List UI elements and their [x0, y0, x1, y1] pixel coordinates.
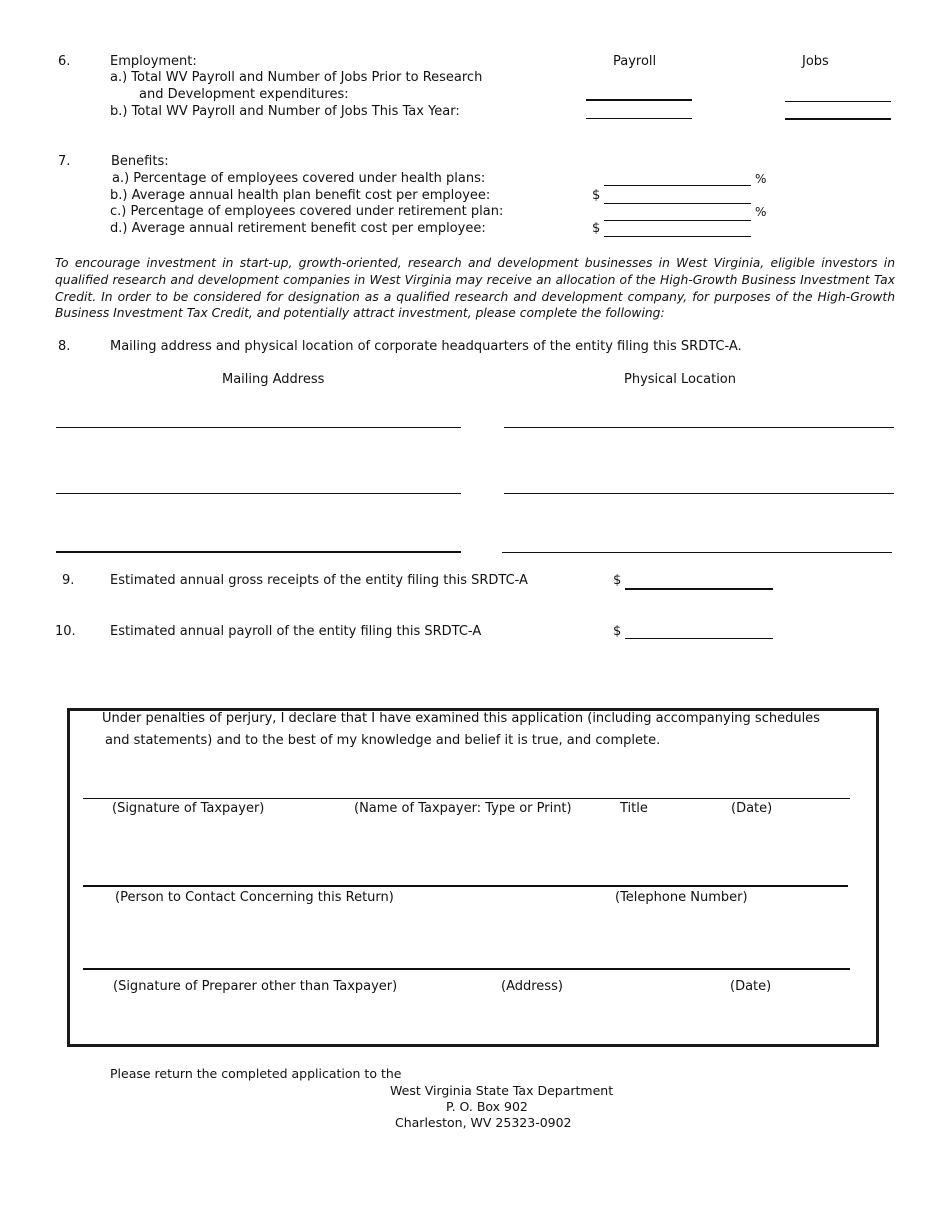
date-label: (Date) — [730, 979, 772, 994]
contact-person-line[interactable] — [83, 885, 848, 887]
jobs-column-header: Jobs — [802, 54, 829, 69]
section-7-title: Benefits: — [111, 154, 169, 169]
section-8-number: 8. — [58, 339, 71, 354]
section-9-text: Estimated annual gross receipts of the entity filing this SRDTC-A — [110, 573, 528, 588]
retirement-plan-percent-field[interactable] — [604, 220, 751, 221]
telephone-number-label: (Telephone Number) — [615, 890, 748, 905]
payroll-prior-field[interactable] — [586, 99, 692, 101]
physical-location-line-1[interactable] — [504, 427, 894, 428]
mailing-address-line-3[interactable] — [56, 551, 461, 553]
city-state-zip: Charleston, WV 25323-0902 — [395, 1115, 572, 1130]
section-6a-label-cont: and Development expenditures: — [139, 87, 349, 102]
physical-location-header: Physical Location — [624, 372, 736, 387]
gross-receipts-field[interactable] — [625, 588, 773, 590]
payroll-current-field[interactable] — [586, 118, 692, 119]
mailing-address-header: Mailing Address — [222, 372, 325, 387]
name-of-taxpayer-label: (Name of Taxpayer: Type or Print) — [354, 801, 572, 816]
preparer-signature-line[interactable] — [83, 968, 850, 970]
declaration-box — [67, 708, 879, 1047]
health-plan-cost-field[interactable] — [604, 203, 751, 204]
section-7c-label: c.) Percentage of employees covered under retirement plan: — [110, 204, 504, 219]
intro-paragraph: To encourage investment in start-up, growth-oriented, research and development businesses in West Virginia, eligible investors in qualified research and development companies in West Virginia may receive an allocation of the High-Growth Business Investment Tax Credit. In order to be considered for designation as a qualified research and development company, for purposes of the High-Growth Business Investment Tax Credit, and potentially attract investment, please complete the following: — [55, 256, 895, 321]
section-6-title: Employment: — [110, 54, 197, 69]
annual-payroll-field[interactable] — [625, 638, 773, 639]
address-label: (Address) — [501, 979, 563, 994]
contact-person-label: (Person to Contact Concerning this Return) — [115, 890, 394, 905]
dollar-sign: $ — [592, 221, 601, 236]
percent-sign: % — [755, 172, 767, 186]
section-7d-label: d.) Average annual retirement benefit cost per employee: — [110, 221, 486, 236]
section-7a-label: a.) Percentage of employees covered under health plans: — [112, 171, 486, 186]
po-box: P. O. Box 902 — [446, 1099, 528, 1114]
section-7-number: 7. — [58, 154, 71, 169]
physical-location-line-2[interactable] — [504, 493, 894, 494]
section-10-text: Estimated annual payroll of the entity filing this SRDTC-A — [110, 624, 482, 639]
section-9-number: 9. — [62, 573, 75, 588]
percent-sign: % — [755, 205, 767, 219]
dollar-sign: $ — [592, 188, 601, 203]
section-6-number: 6. — [58, 54, 71, 69]
signature-of-preparer-label: (Signature of Preparer other than Taxpayer) — [113, 979, 398, 994]
section-7b-label: b.) Average annual health plan benefit cost per employee: — [110, 188, 491, 203]
section-8-text: Mailing address and physical location of corporate headquarters of the entity filing this SRDTC-A. — [110, 339, 742, 354]
return-instructions: Please return the completed application to the — [110, 1066, 402, 1081]
taxpayer-signature-line[interactable] — [83, 798, 850, 799]
physical-location-line-3[interactable] — [502, 552, 892, 553]
jobs-current-field[interactable] — [785, 118, 891, 120]
dollar-sign: $ — [613, 573, 622, 588]
mailing-address-line-2[interactable] — [56, 493, 461, 494]
date-label: (Date) — [731, 801, 773, 816]
mailing-address-line-1[interactable] — [56, 427, 461, 428]
section-6b-label: b.) Total WV Payroll and Number of Jobs This Tax Year: — [110, 104, 460, 119]
tax-department-name: West Virginia State Tax Department — [390, 1083, 614, 1098]
dollar-sign: $ — [613, 624, 622, 639]
jobs-prior-field[interactable] — [785, 101, 891, 102]
health-plan-percent-field[interactable] — [604, 185, 751, 186]
payroll-column-header: Payroll — [613, 54, 657, 69]
retirement-cost-field[interactable] — [604, 236, 751, 237]
title-label: Title — [620, 801, 648, 816]
section-6a-label: a.) Total WV Payroll and Number of Jobs Prior to Research — [110, 70, 483, 85]
signature-of-taxpayer-label: (Signature of Taxpayer) — [112, 801, 265, 816]
declaration-line-1: Under penalties of perjury, I declare that I have examined this application (including accompanying schedules — [102, 711, 820, 726]
declaration-line-2: and statements) and to the best of my knowledge and belief it is true, and complete. — [105, 733, 661, 748]
section-10-number: 10. — [55, 624, 76, 639]
